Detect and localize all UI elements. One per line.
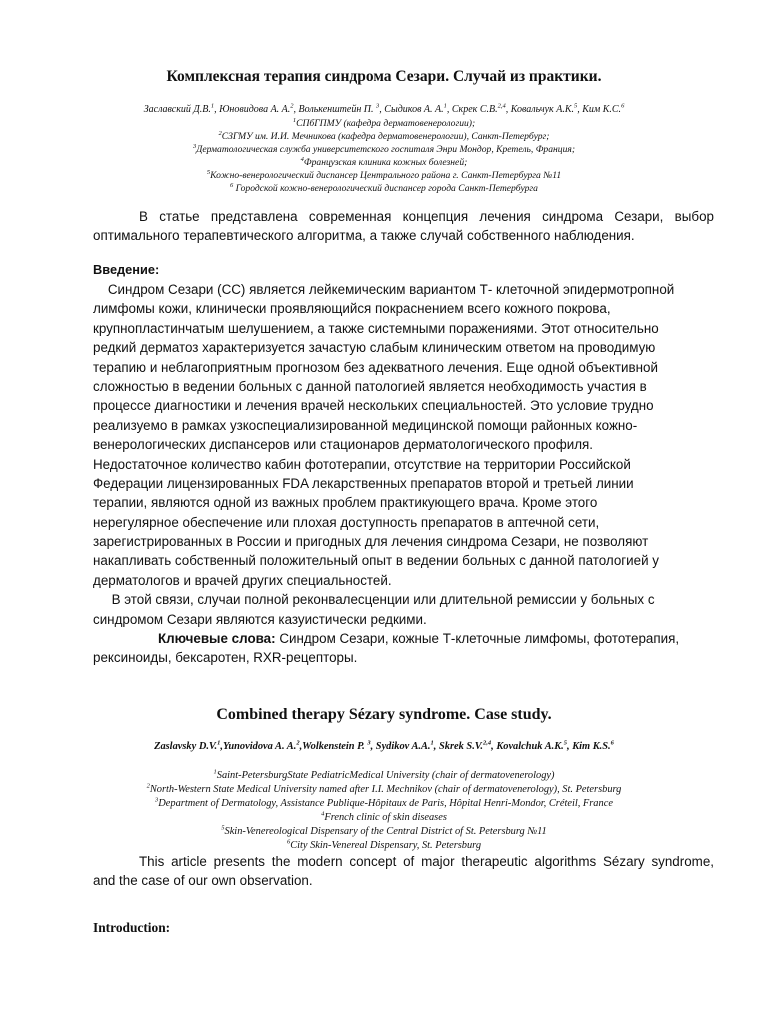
author-affiliation-mark: 1 xyxy=(443,102,447,110)
en-intro-heading: Introduction: xyxy=(93,920,171,935)
affiliation-text: Saint-PetersburgState PediatricMedical University (chair of dermatovenerology) xyxy=(216,770,555,781)
en-article-title: Combined therapy Sézary syndrome. Case study. xyxy=(216,706,552,723)
affiliation-text: СПбГПМУ (кафедра дерматовенерологии); xyxy=(296,118,476,129)
ru-author-list: Заславский Д.В.$^1$, Юновидова А. А.$^2$, Волькенштейн П. $^3$, Сыдиков А. А.$^1$, Скрек С.В.$^{2,4}$, Ковальчук А.К.$^5$, Ким К.С.$^6$ xyxy=(143,102,625,115)
author-name: Skrek S.V. xyxy=(436,741,483,752)
author-affiliation-mark: 6 xyxy=(621,102,625,110)
affiliation-line xyxy=(0,769,768,783)
body-text-line: терапии, являются одной из важных проблем практикующего врача. Кроме этого xyxy=(93,495,598,511)
ru-abstract-line: В статье представлена современная концепция лечения синдрома Сезари, выбор xyxy=(139,209,714,224)
affiliation-mark: 2 xyxy=(218,129,222,137)
affiliation-text: North-Western State Medical University named after I.I. Mechnikov (chair of dermatovenerology), St. Petersburg xyxy=(149,784,622,795)
affiliation-line xyxy=(0,143,768,156)
author-affiliation-mark: 2,4 xyxy=(482,739,492,747)
author-name: Zaslavsky D.V. xyxy=(154,741,218,752)
affiliation-mark: 1 xyxy=(213,768,217,776)
affiliation-text: СЗГМУ им. И.И. Мечникова (кафедра дерматовенерологии), Санкт-Петербург; xyxy=(221,131,550,143)
author-affiliation-mark: 1 xyxy=(217,739,221,747)
affiliation-mark: 2 xyxy=(146,782,150,790)
en-affiliation-list xyxy=(0,769,768,853)
body-text-line: В этой связи, случаи полной реконвалесценции или длительной ремиссии у больных с xyxy=(93,592,655,608)
affiliation-line xyxy=(0,130,768,143)
affiliation-text: City Skin-Venereal Dispensary, St. Petersburg xyxy=(290,840,482,851)
body-text-line: Синдром Сезари (СС) является лейкемическим вариантом Т- клеточной эпидермотропной xyxy=(93,282,675,297)
affiliation-line xyxy=(0,811,768,825)
affiliation-text: Кожно-венерологический диспансер Центрального района г. Санкт-Петербурга №11 xyxy=(210,170,562,182)
affiliation-mark: 3 xyxy=(155,796,159,804)
author-affiliation-mark: 3 xyxy=(376,102,380,110)
body-text-line: процессе диагностики и лечения врачей нескольких специальностей. Это условие трудно xyxy=(93,398,654,414)
affiliation-line xyxy=(0,156,768,169)
author-name: Wolkenstein P. xyxy=(302,741,368,752)
author-name: Ким К.С. xyxy=(582,104,622,115)
body-text-line: венерологических диспансеров или стационаров дерматологического профиля. xyxy=(93,437,593,453)
affiliation-mark: 5 xyxy=(221,824,225,832)
affiliation-text: Skin-Venereological Dispensary of the Central District of St. Petersburg №11 xyxy=(224,826,547,837)
affiliation-text: Дерматологическая служба университетского госпиталя Энри Мондор, Кретель, Франция; xyxy=(196,144,576,156)
ru-abstract-line: оптимального терапевтического алгоритма, а также случай собственного наблюдения. xyxy=(93,227,635,243)
affiliation-mark: 4 xyxy=(300,156,304,164)
body-text-line: нерегулярное обеспечение или плохая доступность препаратов в аптечной сети, xyxy=(93,514,600,530)
author-affiliation-mark: 2 xyxy=(290,102,294,110)
affiliation-mark: 1 xyxy=(292,116,297,124)
body-text-line: реализуемо в рамках узкоспециализированной медицинской помощи районных кожно- xyxy=(93,417,638,433)
affiliation-mark: 5 xyxy=(206,169,211,177)
affiliation-line xyxy=(0,117,768,130)
author-name: Kovalchuk A.K. xyxy=(493,741,564,752)
ru-affiliation-list xyxy=(0,117,768,196)
affiliation-mark: 3 xyxy=(192,143,197,150)
affiliation-text: French clinic of skin diseases xyxy=(324,812,447,823)
affiliation-line xyxy=(0,797,768,811)
affiliation-text: Городской кожно-венерологический диспансер города Санкт-Петербурга xyxy=(233,183,538,195)
keywords-label: Ключевые слова: xyxy=(158,631,276,647)
author-affiliation-mark: 1 xyxy=(210,102,215,110)
ru-abstract xyxy=(93,208,714,245)
body-text-line: Недостаточное количество кабин фототерапии, отсутствие на территории Российской xyxy=(93,456,631,472)
author-name: Юновидова А. А. xyxy=(219,104,291,115)
en-author-list: Zaslavsky D.V.$^1$,Yunovidova A. A.$^2$,Wolkenstein P. $^3$, Sydikov A.A.$^1$, Skrek S.V.$^{2,4}$, Kovalchuk A.K.$^5$, Kim K.S.$^6$ xyxy=(154,739,614,752)
body-text-line: сложностью в ведении больных с данной патологией является необходимость участия в xyxy=(93,378,647,394)
affiliation-line xyxy=(0,783,768,797)
author-affiliation-mark: 2,4 xyxy=(497,102,506,110)
author-affiliation-mark: 6 xyxy=(610,739,614,747)
body-text-line: лимфомы кожи, клинически проявляющийся покраснением всего кожного покрова, xyxy=(93,301,611,317)
affiliation-line xyxy=(0,825,768,839)
author-name: Sydikov A.A. xyxy=(373,741,431,752)
affiliation-mark: 4 xyxy=(321,810,325,818)
en-abstract-line: and the case of our own observation. xyxy=(93,872,313,888)
affiliation-mark: 6 xyxy=(286,838,291,846)
author-name: Сыдиков А. А. xyxy=(384,104,444,115)
body-text-line: дерматологов и врачей других специальностей. xyxy=(93,572,392,588)
author-affiliation-mark: 2 xyxy=(296,739,300,747)
author-name: Заславский Д.В. xyxy=(143,104,211,115)
author-name: Yunovidova A. A. xyxy=(222,741,297,752)
keywords-line: рексиноиды, бексаротен, RXR-рецепторы. xyxy=(93,650,358,666)
author-affiliation-mark: 1 xyxy=(430,739,434,747)
author-name: Ковальчук А.К. xyxy=(510,104,574,115)
en-abstract-line: This article presents the modern concept of major therapeutic algorithms Sézary syndrome, xyxy=(139,854,714,869)
author-name: Скрек С.В. xyxy=(451,104,498,115)
body-text-line: крупнопластинчатым шелушением, а также системными поражениями. Этот относительно xyxy=(93,320,659,336)
body-text-line: терапию и неблагоприятным прогнозом без адекватного лечения. Еще одной объективной xyxy=(93,359,658,375)
affiliation-text: Department of Dermatology, Assistance Publique-Hôpitaux de Paris, Hôpital Henri-Mondor, Créteil, France xyxy=(158,798,613,809)
ru-introduction-text xyxy=(93,280,714,668)
body-text-line: накапливать собственный положительный опыт в ведении больных с данной патологией у xyxy=(93,553,659,569)
affiliation-line xyxy=(0,169,768,182)
author-name: Kim K.S. xyxy=(569,741,611,752)
ru-article-title: Комплексная терапия синдрома Сезари. Случай из практики. xyxy=(166,68,602,85)
affiliation-line xyxy=(0,839,768,853)
body-text-line: зарегистрированных в России и пригодных для лечения синдрома Сезари, не позволяют xyxy=(93,534,649,550)
keywords-line xyxy=(93,629,714,648)
en-abstract xyxy=(93,853,714,890)
body-text-line: синдромом Сезари являются казуистически редкими. xyxy=(93,611,427,627)
affiliation-mark: 6 xyxy=(230,182,234,190)
author-name: Волькенштейн П. xyxy=(298,104,377,115)
keywords-text: Синдром Сезари, кожные Т-клеточные лимфомы, фототерапия, xyxy=(275,631,680,647)
body-text-line: Федерации лицензированных FDA лекарственных препаратов второй и третьей линии xyxy=(93,475,634,491)
ru-intro-heading: Введение: xyxy=(93,262,160,277)
author-affiliation-mark: 5 xyxy=(573,102,578,110)
body-text-line: редкий дерматоз характеризуется зачастую слабым клиническим ответом на проводимую xyxy=(93,340,656,356)
affiliation-text: Французская клиника кожных болезней; xyxy=(303,157,468,169)
author-affiliation-mark: 3 xyxy=(367,739,371,747)
author-affiliation-mark: 5 xyxy=(563,739,568,747)
affiliation-line xyxy=(0,182,768,195)
